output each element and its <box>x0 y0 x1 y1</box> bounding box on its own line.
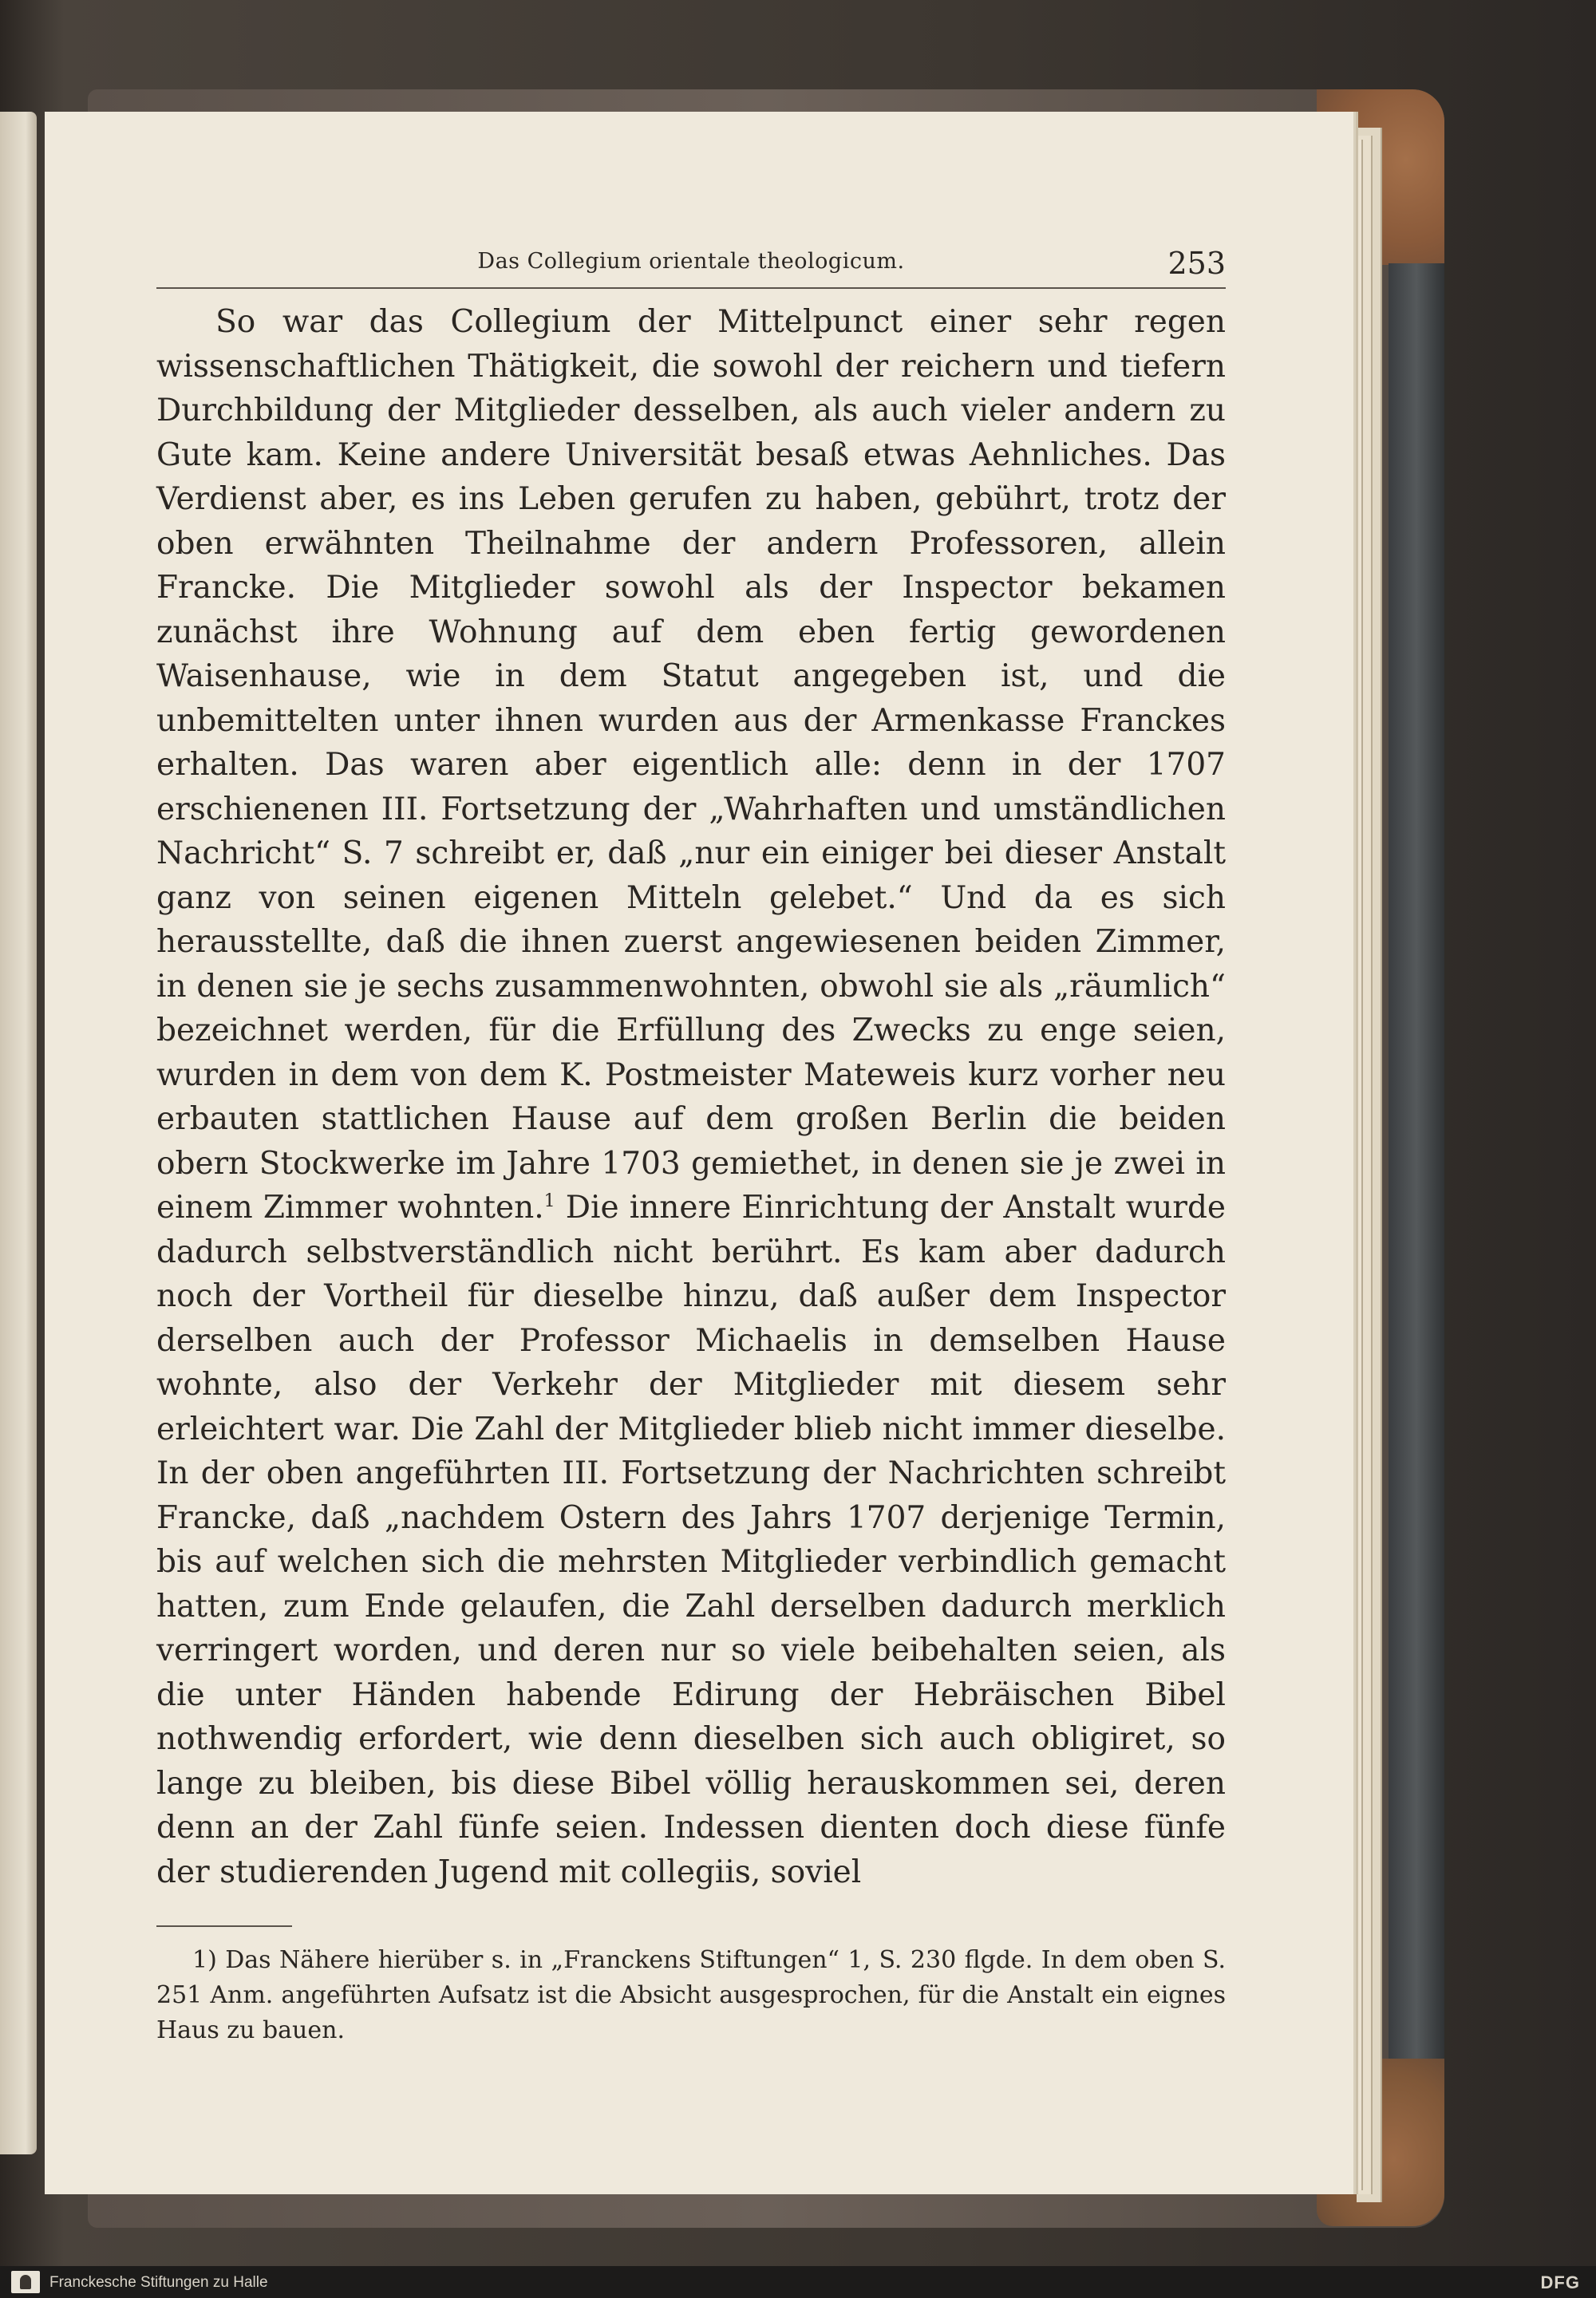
left-facing-page-edge <box>0 112 37 2154</box>
running-head <box>156 239 1226 289</box>
institution-logo-icon <box>11 2271 40 2293</box>
paragraph-text-continued: Die innere Einrichtung der Anstalt wurde dadurch selbstverständlich nicht berührt. Es kam aber dadurch noch der Vortheil für dieselbe hinzu, daß außer dem Inspector derselben auch der Professor Michaelis in demselben Hause wohnte, also der Verkehr der Mitglieder mit diesem sehr erleichtert war. Die Zahl der Mitglieder blieb nicht immer dieselbe. In der oben angeführten III. Fortsetzung der Nachrichten schreibt Francke, daß „nachdem Ostern des Jahrs 1707 derjenige Termin, bis auf welchen sich die mehrsten Mitglieder verbindlich gemacht hatten, zum Ende gelaufen, die Zahl derselben dadurch merklich verringert worden, und deren nur so viele beibehalten seien, als die unter Händen habende Edirung der Hebräischen Bibel nothwendig erfordert, wie denn dieselben sich auch obligiret, so lange zu bleiben, bis diese Bibel völlig herauskommen sei, deren denn an der Zahl fünfe seien. Indessen dienten doch diese fünfe der studierenden Jugend mit collegiis, soviel <box>156 1190 1226 1890</box>
paragraph-text: So war das Collegium der Mittelpunct einer sehr regen wissenschaftlichen Thätigkeit, die sowohl der reichern und tiefern Durchbildung der Mitglieder desselben, als auch vieler andern zu Gute kam. Keine andere Universität besaß etwas Aehnliches. Das Verdienst aber, es ins Leben gerufen zu haben, gebührt, trotz der oben erwähnten Theilnahme der andern Professoren, allein Francke. Die Mitglieder sowohl als der Inspector bekamen zunächst ihre Wohnung auf dem eben fertig gewordenen Waisenhause, wie in dem Statut angegeben ist, und die unbemittelten unter ihnen wurden aus der Armenkasse Franckes erhalten. Das waren aber eigentlich alle: denn in der 1707 erschienenen III. Fortsetzung der „Wahrhaften und umständlichen Nachricht“ S. 7 schreibt er, daß „nur ein einiger bei dieser Anstalt ganz von seinen eigenen Mitteln gelebet.“ Und da es sich herausstellte, daß die ihnen zuerst angewiesenen beiden Zimmer, in denen sie je sechs zusammenwohnten, obwohl sie als „räumlich“ bezeichnet werden, für die Erfüllung des Zwecks zu enge seien, wurden in dem von dem K. Postmeister Mateweis kurz vorher neu erbauten stattlichen Hause auf dem großen Berlin die beiden obern Stockwerke im Jahre 1703 gemiethet, in denen sie je zwei in einem Zimmer wohnten. <box>156 304 1226 1226</box>
funder-logo: DFG <box>1540 2272 1580 2292</box>
body-paragraph <box>156 300 1226 1894</box>
footnote-rule <box>156 1925 292 1927</box>
page-number: 253 <box>1167 246 1226 281</box>
running-title: Das Collegium orientale theologicum. <box>477 249 905 274</box>
institution-name: Franckesche Stiftungen zu Halle <box>49 2274 268 2291</box>
library-footer-bar <box>0 2266 1596 2298</box>
footnote: 1) Das Nähere hierüber s. in „Franckens Stiftungen“ 1, S. 230 flgde. In dem oben S. 251 Anm. angeführten Aufsatz ist die Absicht ausgesprochen, für die Anstalt ein eignes Haus zu bauen. <box>156 1946 1226 2044</box>
footnote-marker: 1 <box>543 1191 555 1211</box>
cover-spine-strip <box>1389 263 1444 2059</box>
page-content <box>156 239 1226 2072</box>
book-page <box>45 112 1353 2194</box>
